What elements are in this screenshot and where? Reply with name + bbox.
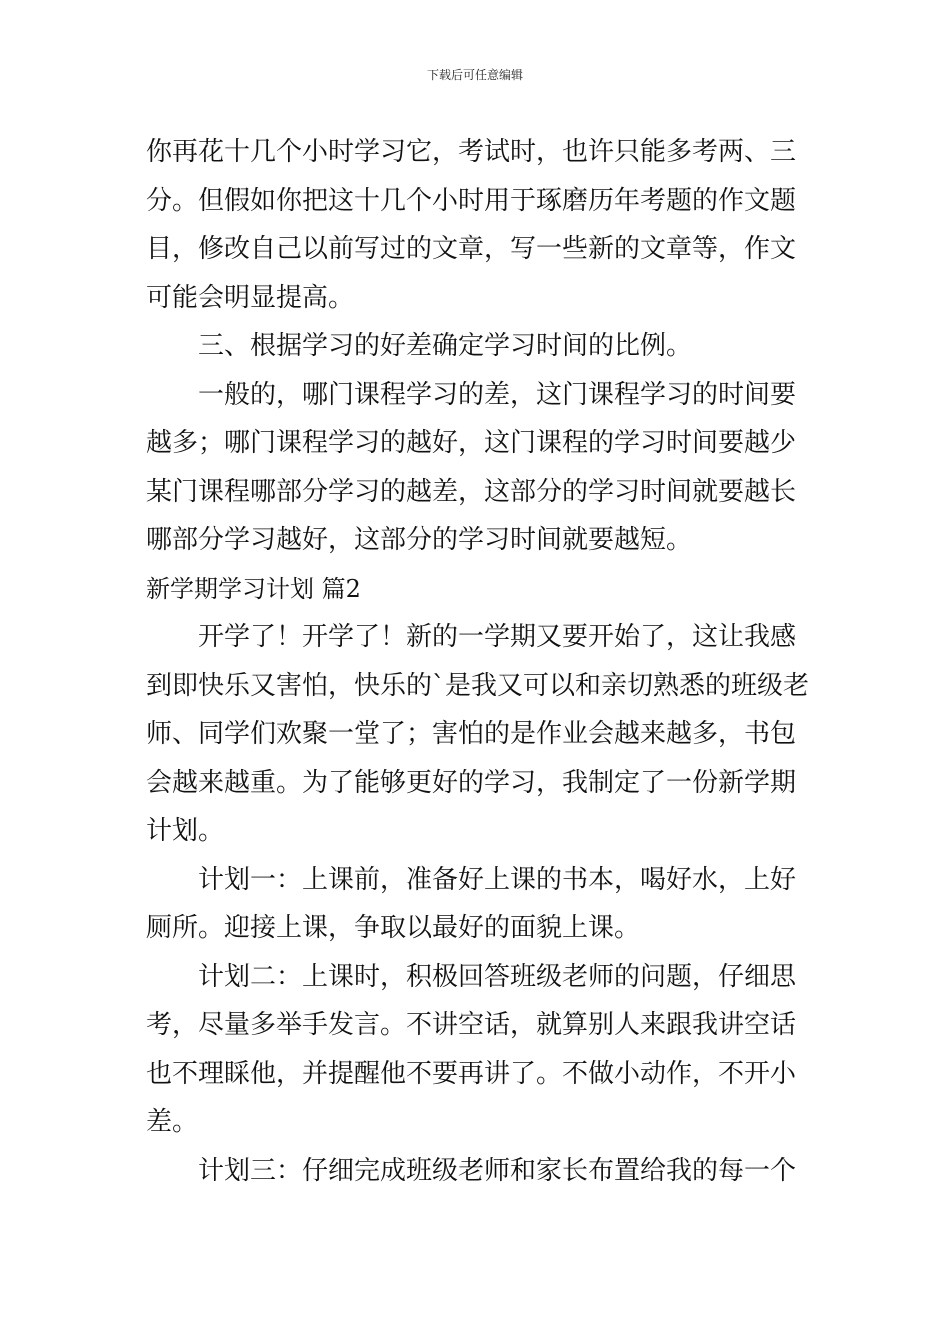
text-line: 越多；哪门课程学习的越好，这门课程的学习时间要越少 [146, 428, 797, 458]
text-line: 师、同学们欢聚一堂了；害怕的是作业会越来越多，书包 [146, 719, 797, 749]
plan-item: 计划三：仔细完成班级老师和家长布置给我的每一个 [198, 1155, 797, 1186]
section-heading: 三、根据学习的好差确定学习时间的比例。 [198, 331, 693, 361]
text-line: 计划。 [146, 816, 225, 846]
text-line: 考，尽量多举手发言。不讲空话，就算别人来跟我讲空话 [146, 1010, 797, 1040]
text-line: 开学了！开学了！新的一学期又要开始了，这让我感 [198, 622, 797, 652]
text-line: 分。但假如你把这十几个小时用于琢磨历年考题的作文题 [146, 185, 797, 216]
text-line: 哪部分学习越好，这部分的学习时间就要越短。 [146, 525, 693, 555]
article-title: 新学期学习计划 篇2 [146, 574, 361, 603]
text-line: 也不理睬他，并提醒他不要再讲了。不做小动作，不开小 [146, 1058, 797, 1089]
text-line: 一般的，哪门课程学习的差，这门课程学习的时间要 [198, 379, 797, 410]
text-line: 你再花十几个小时学习它，考试时，也许只能多考两、三 [146, 137, 797, 167]
text-line: 厕所。迎接上课，争取以最好的面貌上课。 [146, 913, 641, 943]
text-line: 会越来越重。为了能够更好的学习，我制定了一份新学期 [146, 767, 797, 798]
document-body [146, 128, 811, 1195]
text-line: 可能会明显提高。 [146, 282, 355, 313]
text-line: 某门课程哪部分学习的越差，这部分的学习时间就要越长 [146, 476, 797, 507]
page-header: 下载后可任意编辑 [426, 68, 523, 82]
plan-item: 计划一：上课前，准备好上课的书本，喝好水，上好 [198, 864, 797, 895]
text-line: 目，修改自己以前写过的文章，写一些新的文章等，作文 [146, 234, 797, 264]
text-line: 差。 [146, 1107, 199, 1137]
text-line: 到即快乐又害怕，快乐的`是我又可以和亲切熟悉的班级老 [146, 670, 810, 701]
plan-item: 计划二：上课时，积极回答班级老师的问题，仔细思 [198, 961, 797, 992]
